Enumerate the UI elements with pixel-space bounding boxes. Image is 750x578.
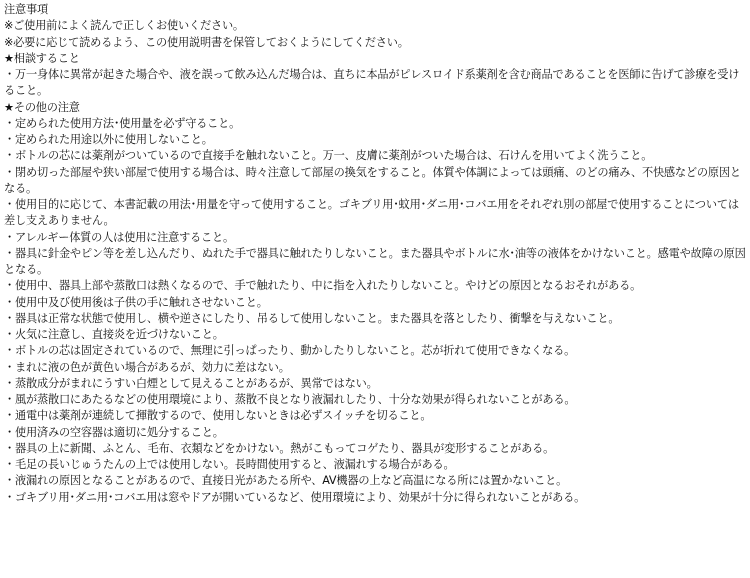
precaution-item: ・通電中は薬剤が連続して揮散するので、使用しないときは必ずスイッチを切ること。 [4,409,432,423]
precaution-item: ・火気に注意し、直接炎を近づけないこと。 [4,328,224,341]
precaution-item: ・使用目的に応じて、本書記載の用法･用量を守って使用すること。ゴキブリ用･蚊用･ダニ用･コバエ用をそれぞれ別の部屋で使用することについては差し支えありません。 [4,198,739,228]
precaution-item: ・器具は正常な状態で使用し、横や逆さにしたり、吊るして使用しないこと。また器具を落としたり、衝撃を与えないこと。 [4,311,620,325]
precaution-item: ・ボトルの芯には薬剤がついているので直接手を触れないこと。万一、皮膚に薬剤がついた場合は、石けんを用いてよく洗うこと。 [4,149,653,163]
precaution-item: ・アレルギー体質の人は使用に注意すること。 [4,230,235,244]
precaution-item: ・器具の上に新聞、ふとん、毛布、衣類などをかけない。熱がこもってコゲたり、器具が変形することがある。 [4,441,555,455]
precaution-item: ・ボトルの芯は固定されているので、無理に引っぱったり、動かしたりしないこと。芯が折れて使用できなくなる。 [4,344,576,358]
precaution-item: ・閉め切った部屋や狭い部屋で使用する場合は、時々注意して部屋の換気をすること。体質や体調によっては頭痛、のどの痛み、不快感などの原因となる。 [4,165,741,195]
document-title: 注意事項 [4,3,48,16]
other-precautions-heading: ★その他の注意 [4,100,80,114]
intro-line-1: ※ご使用前によく読んで正しくお使いください。 [4,19,244,33]
consult-item: ・万一身体に異常が起きた場合や、液を誤って飲み込んだ場合は、直ちに本品がピレスロイド系薬剤を含む商品であることを医師に告げて診療を受けること。 [4,68,740,98]
precautions-document [4,2,748,506]
precaution-item: ・定められた使用方法･使用量を必ず守ること。 [4,116,241,130]
precaution-item: ・定められた用途以外に使用しないこと。 [4,133,213,146]
consult-heading: ★相談すること [4,51,80,65]
precaution-item: ・まれに液の色が黄色い場合があるが、効力に差はない。 [4,360,290,374]
precaution-item: ・風が蒸散口にあたるなどの使用環境により、蒸散不良となり液漏れしたり、十分な効果が得られないことがある。 [4,393,576,406]
precaution-item: ・使用中、器具上部や蒸散口は熱くなるので、手で触れたり、中に指を入れたりしないこと。やけどの原因となるおそれがある。 [4,279,642,293]
precaution-item: ・液漏れの原因となることがあるので、直接日光があたる所や、AV機器の上など高温になる所には置かないこと。 [4,474,568,488]
precaution-item: ・毛足の長いじゅうたんの上では使用しない。長時間使用すると、液漏れする場合がある。 [4,458,455,471]
precaution-item: ・器具に針金やピン等を差し込んだり、ぬれた手で器具に触れたりしないこと。また器具やボトルに水･油等の液体をかけないこと。感電や故障の原因となる。 [4,246,746,276]
intro-line-2: ※必要に応じて読めるよう、この使用説明書を保管しておくようにしてください。 [4,35,409,49]
precaution-item: ・蒸散成分がまれにうすい白煙として見えることがあるが、異常ではない。 [4,376,378,390]
precaution-item: ・ゴキブリ用･ダニ用･コバエ用は窓やドアが開いているなど、使用環境により、効果が十分に得られないことがある。 [4,490,586,504]
precaution-item: ・使用済みの空容器は適切に処分すること。 [4,425,224,439]
precaution-item: ・使用中及び使用後は子供の手に触れさせないこと。 [4,295,268,309]
